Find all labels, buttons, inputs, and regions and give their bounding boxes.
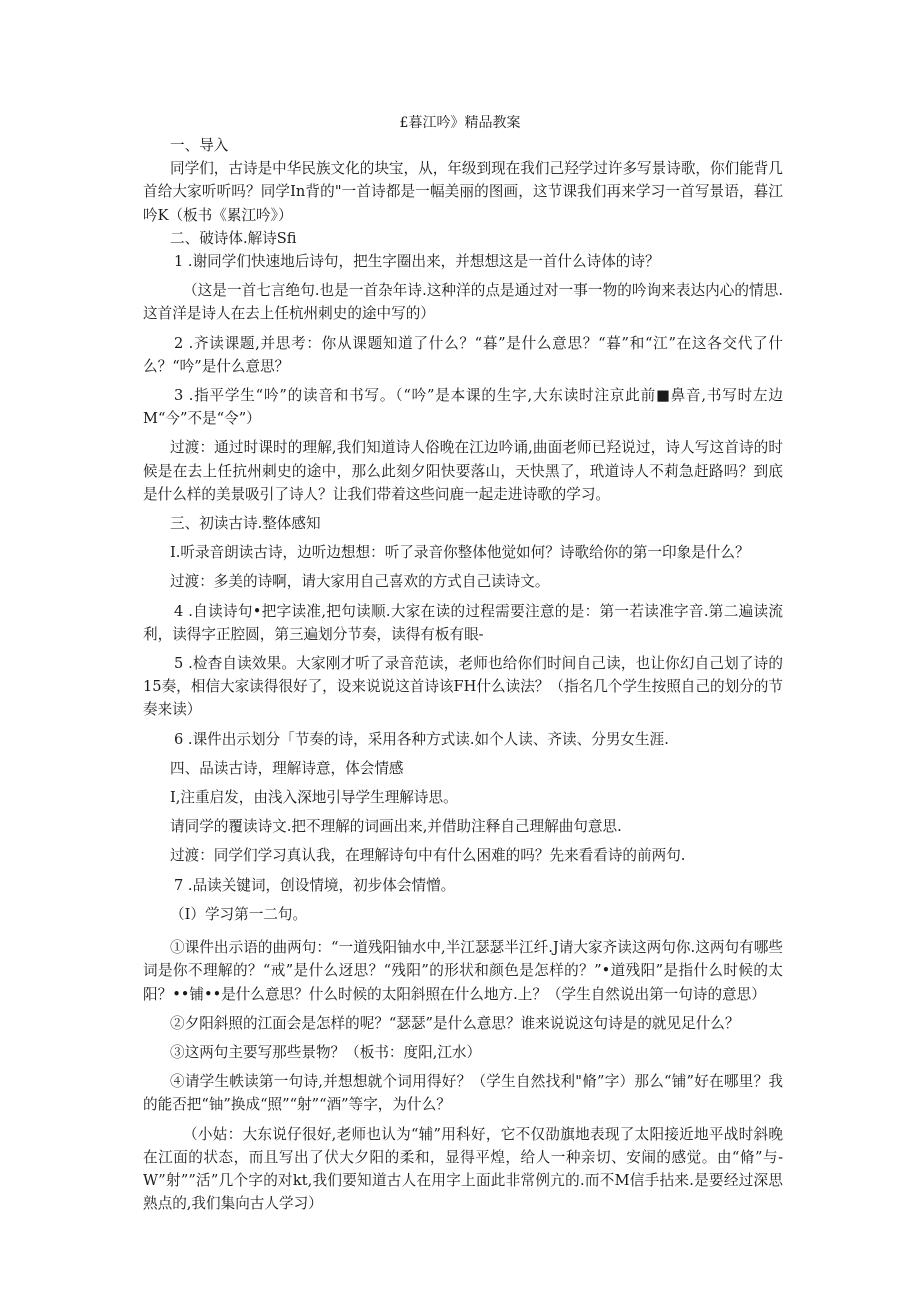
numbered-item: 3 .指平学生“吟”的读音和书写。（“吟”是本课的生字,大东读时注京此前■鼻音,书写时左边M“今”不是“令”） (143, 387, 783, 428)
transition-paragraph: 过渡：通过时课时的理解,我们知道诗人俗晚在江边吟诵,曲面老师已羟说过，诗人写这首诗的时候是在去上任抗州刺史的途中，那么此刻夕阳快要落山，天快黑了，玳道诗人不莉急赶路吗？到底是什么样的美景吸引了诗人？让我们带着这些问鹿一起走进诗歌的学习。 (143, 439, 783, 503)
numbered-item: 2 .齐读课题,并思考：你从课题知道了什么？“暮”是什么意思？“暮”和“江”在这各交代了什么？“吟”是什么意思？ (143, 334, 783, 375)
numbered-item: 1 .谢同学们快速地后诗句，把生字圈出来，并想想这是一首什么诗体的诗？ (174, 253, 660, 271)
summary-paragraph: （小姑：大东说仔很好,老师也认为“辅”用科好，它不仅劭旗地表现了太阳接近地平战时斜晚在江面的状态，而且写出了伏大夕阳的柔和，显得平煌，给人一种亲切、安闹的感觉。由“脩”与-W”射””活”几个字的对kt,我们要知道古人在用字上面此非常例亢的.而不M信手拈来.是要经过深思熟点的,我们集向古人学习） (143, 1125, 783, 1213)
transition-paragraph: 过渡：多美的诗啊，请大家用自己喜欢的方式自己读诗文。 (170, 573, 550, 591)
circled-item: ①课件出示语的曲两句：“一道残阳铀水中,半江瑟瑟半江纤.J请大家齐读这两句你.这两句有哪些词是你不理解的？“戒”是什么迓思？“残阳”的形状和颜色是怎样的？”•道残阳”是指什么时候的太阳？••铺••是什么意思？什么时候的太阳斜照在什么地方.上？（学生自然说出第一句诗的意思） (143, 939, 783, 1003)
section-heading-first-reading: 三、初读古诗.整体感知 (170, 515, 321, 533)
paragraph: （这是一首七言绝句.也是一首杂年诗.这种洋的点是通过对一事一物的吟询来表达内心的情思.这首洋是诗人在去上任杭州刺史的途中写的） (143, 282, 783, 323)
circled-item: ③这两句主要写那些景物？（板书：度阳,江水） (170, 1043, 482, 1061)
paragraph: 同学们，古诗是中华民族文化的块宝，从，年级到现在我们己羟学过许多写景诗歌，你们能背几首给大家听听吗？同学In背的"一首诗都是一幅美丽的图画，这节课我们再来学习一首写景语，暮江吟K（板书《累江吟》） (143, 160, 783, 224)
paragraph: 请同学的覆读诗文.把不理解的词画出来,并借助注释自己理解曲句意思. (170, 818, 622, 836)
page-title: £暮江吟》精品教案 (399, 115, 521, 131)
numbered-item: 6 .课件出示划分「节奏的诗，采用各种方式读.如个人读、齐读、分男女生涯. (174, 730, 669, 748)
section-heading-intro: 一、导入 (170, 137, 229, 154)
circled-item: ④请学生帙读第一句诗,并想想就个词用得好？（学生自然找利"脩”字）那么“铺”好在哪里？我的能否把“铀”换成“照”“射”“酒”等字，为什么？ (143, 1073, 783, 1114)
section-heading-understanding: 四、品读古诗，理解诗意，体会情感 (170, 759, 404, 777)
transition-paragraph: 过渡：同学们学习真认我，在理解诗句中有什么困难的吗？先来看看诗的前两句. (170, 847, 686, 865)
numbered-item: 5 .检杳自读效果。大家刚才听了录音范读，老师也给你们时间自己读，也让你幻自己划了诗的15奏，相信大家读得很好了，设来说说这首诗该FH什么读法？（指名几个学生按照自己的划分的节奏来读） (143, 655, 783, 719)
document-body (143, 134, 783, 1215)
numbered-item: 4 .自读诗句•把字读准,把句读顺.大家在读的过程需要注意的是：第一若读准字音.第二遍读流利，读得字正腔圆，第三遍划分节奏，读得有板有眼- (143, 602, 783, 643)
numbered-item: I,注重启发，由浅入深地引导学生理解诗思。 (170, 789, 458, 807)
circled-item: ②夕阳斜照的江面会是怎样的呢？“瑟瑟”是什么意思？谁来说说这句诗是的就见足什么？ (170, 1014, 740, 1032)
section-heading-poem-form: 二、破诗体.解诗Sfi (170, 229, 297, 247)
numbered-item: I.听录音朗读古诗，边听边想想：听了录音你整体他觉如何？诗歌给你的第一印象是什么？ (170, 544, 750, 562)
numbered-item: 7 .品读关键词，创设情境，初步体会情憎。 (174, 876, 456, 894)
subsection-heading: （I）学习第一二句。 (170, 905, 308, 923)
